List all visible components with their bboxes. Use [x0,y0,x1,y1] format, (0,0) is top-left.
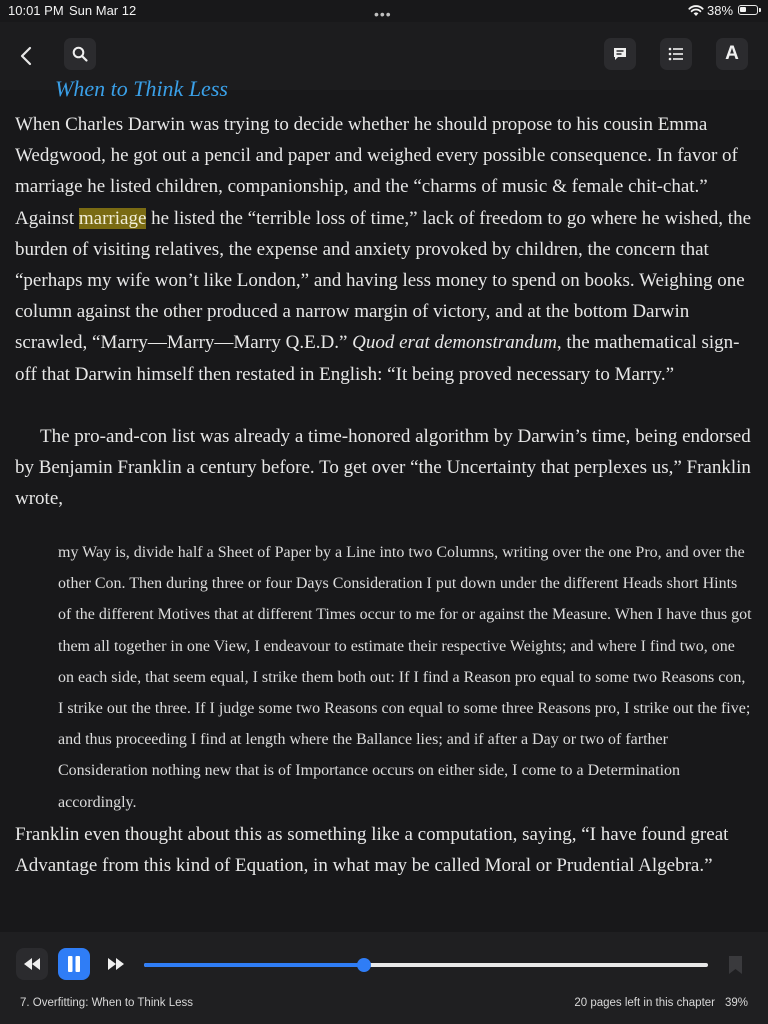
status-time: 10:01 PM [8,3,64,18]
table-of-contents-button[interactable] [660,38,692,70]
progress-slider[interactable] [144,963,708,967]
progress-percent: 39% [724,997,748,1009]
pause-icon [67,956,81,972]
fast-forward-button[interactable] [100,948,132,980]
battery-nub [759,8,761,12]
bookmark-icon[interactable] [729,956,742,974]
paragraph-darwin [15,109,755,390]
rewind-button[interactable] [16,948,48,980]
pages-left-label: 20 pages left in this chapter [574,997,715,1009]
paragraph-text: he listed the “terrible loss of time,” lack of freedom to go where he wished, the burden of visiting relatives, the expense and anxiety provoked by children, the concern that “perhaps my wife won’t like London,” and having less money to spend on books. Weighing one column against the other produced a narrow margin of victory, and at the bottom Darwin scrawled, “Marry—Marry—Marry Q.E.D.” [15,207,752,354]
pause-button[interactable] [58,948,90,980]
back-button[interactable] [14,42,38,70]
progress-knob[interactable] [357,958,371,972]
paragraph-text: , the mathematical sign-off that Darwin himself then restated in English: “It being proved necessary to Marry.” [15,332,740,385]
search-icon [72,46,88,62]
progress-fill [144,963,364,967]
notes-button[interactable] [604,38,636,70]
chapter-heading: When to Think Less [55,76,228,101]
battery-icon [738,5,758,15]
notes-icon [612,46,628,62]
battery-level [740,7,746,12]
battery-percent: 38% [707,3,734,18]
text-appearance-button[interactable] [716,38,748,70]
text-appearance-icon: A [725,43,739,64]
paragraph-franklin: The pro-and-con list was already a time-honored algorithm by Darwin’s time, being endorsed by Benjamin Franklin a century before. To get over “the Uncertainty that perplexes us,” Franklin wrote, [15,426,751,510]
italic-phrase: Quod erat demonstrandum [352,332,557,354]
status-bar [0,0,768,22]
highlighted-word[interactable]: marriage [78,207,147,229]
back-chevron-icon [20,46,32,66]
fast-forward-icon [106,957,126,971]
rewind-icon [22,957,42,971]
status-date: Sun Mar 12 [69,3,137,18]
search-button[interactable] [64,38,96,70]
paragraph-closing: Franklin even thought about this as something like a computation, saying, “I have found great Advantage from this kind of Equation, in what may be called Moral or Prudential Algebra.” [15,824,729,877]
multitasking-dots-icon[interactable]: ••• [374,6,392,22]
reading-area [0,76,768,932]
playback-bar [0,932,768,1024]
paragraph-text: When Charles Darwin was trying to decide whether he should propose to his cousin Emma Wedgwood, he got out a pencil and paper and weighed every possible consequence. In favor of marriage he listed children, companionship, and the “charms of music & female chit-chat.” Against [15,114,738,229]
wifi-icon [688,3,704,17]
chapter-label: 7. Overfitting: When to Think Less [20,997,194,1009]
block-quote: my Way is, divide half a Sheet of Paper by a Line into two Columns, writing over the one Pro, and over the other Con. Then during three or four Days Consideration I put down under the different Heads short Hints of the different Motives that at different Times occur to me for or against the Measure. When I have thus got them all together in one View, I endeavour to estimate their respective Weights; and where I find two, one on each side, that seem equal, I strike them both out: If I find a Reason pro equal to some two Reasons con, I strike out the three. If I judge some two Reasons con equal to some three Reasons pro, I strike out the five; and thus proceeding I find at length where the Ballance lies; and if after a Day or two of farther Consideration nothing new that is of Importance occurs on either side, I come to a Determination accordingly. [58,544,752,811]
list-icon [668,47,684,61]
